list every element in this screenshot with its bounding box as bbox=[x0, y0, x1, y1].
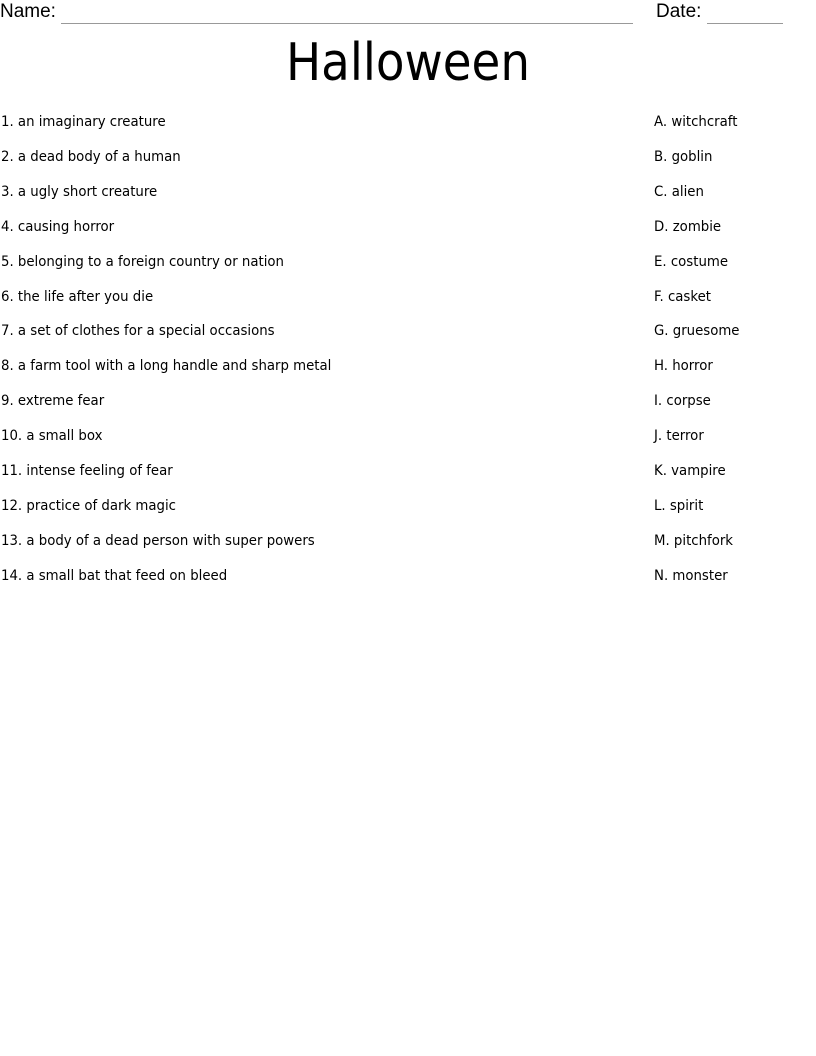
question-text: 11. intense feeling of fear bbox=[1, 463, 173, 479]
question-row bbox=[0, 426, 816, 446]
question-row bbox=[0, 112, 816, 132]
question-text: 1. an imaginary creature bbox=[1, 114, 166, 130]
answer-option: D. zombie bbox=[654, 218, 722, 235]
answer-option: M. pitchfork bbox=[654, 532, 734, 549]
question-row bbox=[0, 287, 816, 307]
question-row bbox=[0, 356, 816, 376]
question-text: 12. practice of dark magic bbox=[1, 497, 176, 514]
question-row bbox=[0, 531, 816, 551]
question-text: 4. causing horror bbox=[1, 218, 115, 235]
page-title: Halloween bbox=[285, 33, 531, 93]
name-label: Name: bbox=[0, 1, 56, 22]
question-text: 6. the life after you die bbox=[1, 288, 154, 305]
answer-option: A. witchcraft bbox=[654, 114, 738, 130]
answer-option: N. monster bbox=[654, 567, 728, 584]
answer-option: E. costume bbox=[654, 253, 729, 270]
question-text: 10. a small box bbox=[1, 428, 103, 445]
answer-option: I. corpse bbox=[654, 393, 711, 410]
question-row bbox=[0, 566, 816, 586]
answer-option: L. spirit bbox=[654, 497, 704, 514]
answer-option: B. goblin bbox=[654, 148, 713, 165]
question-row bbox=[0, 496, 816, 516]
question-row bbox=[0, 147, 816, 167]
question-text: 7. a set of clothes for a special occasions bbox=[1, 323, 275, 340]
answer-option: G. gruesome bbox=[654, 323, 740, 340]
name-line[interactable] bbox=[61, 5, 633, 24]
question-row bbox=[0, 252, 816, 272]
answer-option: H. horror bbox=[654, 358, 713, 375]
question-row bbox=[0, 182, 816, 202]
question-text: 9. extreme fear bbox=[1, 393, 105, 410]
question-text: 13. a body of a dead person with super powers bbox=[1, 532, 315, 549]
date-field[interactable] bbox=[656, 0, 783, 24]
answer-option: K. vampire bbox=[654, 463, 726, 479]
question-row bbox=[0, 461, 816, 481]
question-row bbox=[0, 217, 816, 237]
question-row bbox=[0, 391, 816, 411]
answer-option: F. casket bbox=[654, 288, 711, 305]
date-line[interactable] bbox=[707, 5, 783, 24]
question-text: 5. belonging to a foreign country or nation bbox=[1, 253, 284, 270]
date-label: Date: bbox=[656, 1, 702, 22]
question-text: 8. a farm tool with a long handle and sharp metal bbox=[1, 358, 332, 375]
answer-option: C. alien bbox=[654, 183, 704, 200]
answer-option: J. terror bbox=[654, 428, 704, 445]
name-field[interactable] bbox=[0, 0, 633, 24]
question-row bbox=[0, 321, 816, 341]
question-text: 2. a dead body of a human bbox=[1, 148, 181, 165]
question-text: 3. a ugly short creature bbox=[1, 183, 158, 200]
question-text: 14. a small bat that feed on bleed bbox=[1, 567, 228, 584]
